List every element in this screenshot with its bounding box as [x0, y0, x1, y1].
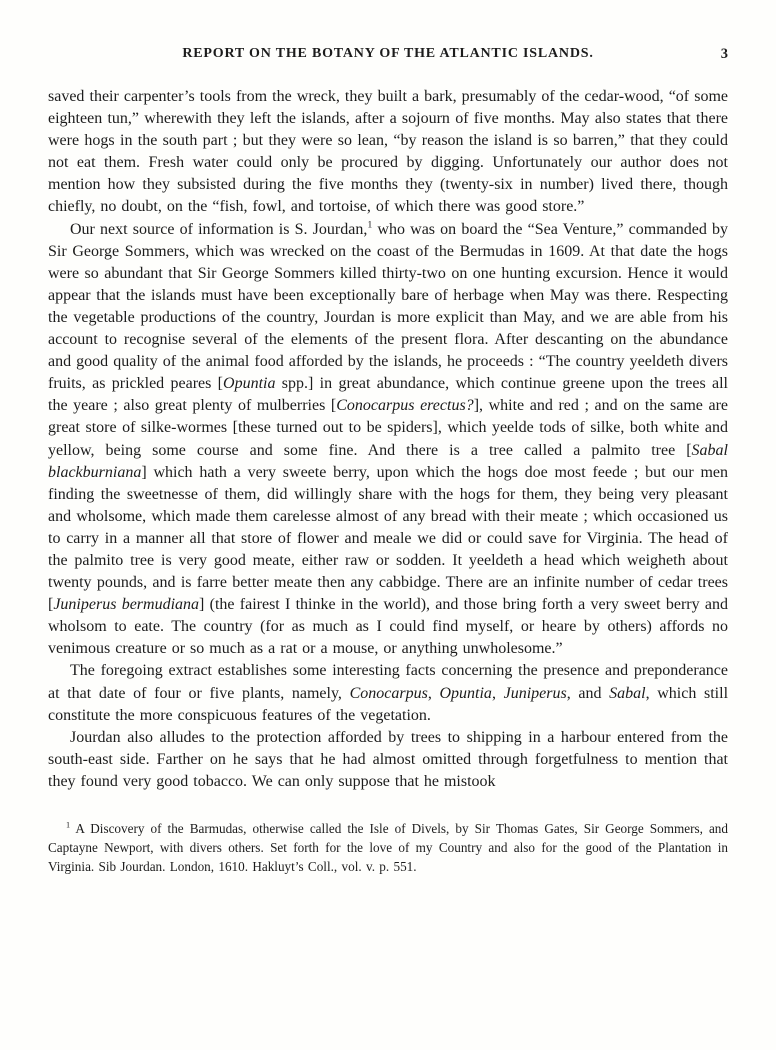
text-run: ] (the fairest I thinke in the world), and those bring forth a very sweet berry and wholsom to eate. The country (for as much as I could find myself, or heare by others) affords no venimous creature or so much as a rat or a mouse, or anything unwholesome.” [48, 596, 728, 658]
text-run: , which still constitute the more conspicuous features of the vegetation. [48, 684, 729, 724]
footnote-marker: 1 [367, 219, 373, 231]
text-run: ], white and red ; and on the same are great store of silke-wormes [these turned out to be spiders], which yeelde tods of silke, both white and yellow, being some course and some fine. And there is a tree called a palmito tree [ [48, 397, 728, 459]
text-run: The foregoing extract establishes some interesting facts concerning the presence and preponderance at that date of four or five plants, namely, [48, 662, 728, 702]
italic-text-run: Juniperus bermudiana [53, 596, 200, 614]
italic-text-run: Conocarpus erectus? [336, 397, 474, 415]
text-run: , [427, 684, 440, 702]
text-run: ] which hath a very sweete berry, upon which the hogs doe most feede ; but our men finding the sweetnesse of them, did willingly share with the hogs for them, they being very pleasant and wholsome, which made them carelesse almost of any bread with their meate ; which occasioned us to carry in a manner all that store of flower and meale we did or could save for Virginia. The head of the palmito tree is very good meate, either raw or sodden. It yeeldeth a head which weigheth about twenty pounds, and is farre better meate then any cabbidge. There are an infinite number of cedar trees [ [48, 463, 728, 614]
text-run: , and [566, 684, 610, 702]
footnote-marker: 1 [66, 820, 71, 830]
footnote [48, 819, 728, 876]
paragraph [48, 219, 728, 661]
italic-text-run: Sabal blackburniana [48, 441, 728, 481]
paragraph [48, 660, 728, 726]
italic-text-run: Sabal [609, 684, 646, 702]
italic-text-run: Juniperus [503, 684, 567, 702]
text-run: saved their carpenter’s tools from the wreck, they built a bark, presumably of the cedar-wood, “of some eighteen tun,” wherewith they left the islands, after a sojourn of five months. May also states that there were hogs in the south part ; but they were so lean, “by reason the island is so barren,” that they could not eat them. Fresh water could only be procured by digging. Unfortunately our author does not mention how they subsisted during the five months they (twenty-six in number) lived there, though chiefly, no doubt, on the “fish, fowl, and tortoise, of which there was good store.” [48, 88, 728, 216]
text-run: , [491, 684, 504, 702]
text-run: A Discovery of the Barmudas, otherwise called the Isle of Divels, by Sir Thomas Gates, Sir George Sommers, and Captayne Newport, with divers others. Set forth for the love of my Country and also for the good of the Plantation in Virginia. Sib Jourdan. London, 1610. Hakluyt’s Coll., vol. v. p. 551. [48, 821, 728, 874]
italic-text-run: Opuntia [223, 375, 276, 393]
running-head [48, 46, 728, 66]
italic-text-run: Conocarpus [349, 684, 428, 702]
running-header-title: REPORT ON THE BOTANY OF THE ATLANTIC ISLANDS. [182, 46, 594, 61]
paragraph [48, 86, 728, 219]
text-run: Jourdan also alludes to the protection afforded by trees to shipping in a harbour entered from the south-east side. Farther on he says that he had almost omitted through forgetfulness to mention that they found very good tobacco. We can only suppose that he mistook [48, 728, 728, 790]
text-run: Our next source of information is S. Jourdan, [70, 220, 368, 238]
page-number: 3 [720, 46, 728, 62]
paragraph [48, 727, 728, 793]
italic-text-run: Opuntia [439, 684, 492, 702]
text-run: who was on board the “Sea Venture,” commanded by Sir George Sommers, which was wrecked on the coast of the Bermudas in 1609. At that date the hogs were so abundant that Sir George Sommers killed thirty-two on one hunting excursion. Hence it would appear that the islands must have been exceptionally bare of herbage when May was there. Respecting the vegetable productions of the country, Jourdan is more explicit than May, and we are able from his account to recognise several of the elements of the present flora. After descanting on the abundance and good quality of the animal food afforded by the islands, he proceeds : “The country yeeldeth divers fruits, as prickled peares [ [48, 220, 728, 393]
body-text [48, 86, 728, 793]
text-run: spp.] in great abundance, which continue greene upon the trees all the yeare ; also great plenty of mulberries [ [48, 375, 728, 415]
